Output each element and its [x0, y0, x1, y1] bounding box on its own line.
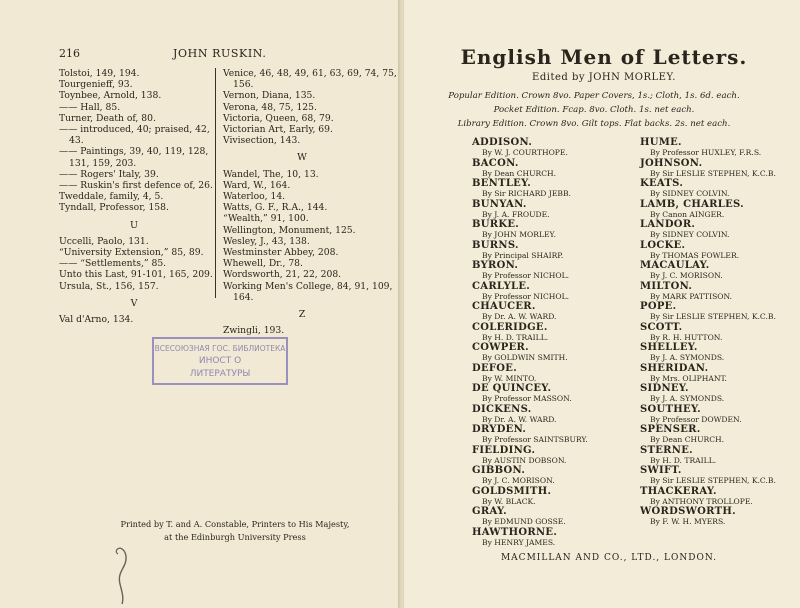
- editor-line: Edited by JOHN MORLEY.: [532, 72, 676, 83]
- author-name: SIDNEY.: [640, 383, 689, 394]
- author-entry: [472, 404, 637, 425]
- author-name: DE QUINCEY.: [472, 383, 552, 394]
- author-biographer: By Dr. A. W. WARD.: [482, 414, 557, 424]
- running-head: JOHN RUSKIN.: [173, 47, 267, 60]
- index-entry: —— Rogers' Italy, 39.: [59, 168, 159, 180]
- index-column-right: [223, 68, 397, 337]
- author-name: LAMB, CHARLES.: [640, 198, 744, 210]
- author-biographer: By H. D. TRAILL.: [482, 332, 549, 342]
- author-name: COLERIDGE.: [472, 321, 548, 333]
- author-name: CARLYLE.: [472, 280, 531, 292]
- author-entry: [640, 363, 800, 384]
- author-biographer: By R. H. HUTTON.: [650, 332, 723, 342]
- authors-column-right: [640, 137, 800, 527]
- index-entry: Watts, G. F., R.A., 144.: [223, 202, 328, 214]
- series-title: English Men of Letters.: [460, 45, 748, 69]
- index-entry: Unto this Last, 91-101, 165, 209.: [59, 269, 213, 281]
- author-entry: [472, 363, 637, 384]
- author-biographer: By Professor SAINTSBURY.: [482, 435, 588, 444]
- author-name: KEATS.: [640, 178, 684, 189]
- author-name: SWIFT.: [640, 465, 682, 476]
- printer-line: Printed by T. and A. Constable, Printers to His Majesty,: [120, 519, 350, 529]
- author-biographer: By J. C. MORISON.: [482, 476, 555, 485]
- index-entry: —— Ruskin's first defence of, 26.: [59, 180, 213, 192]
- author-entry: [640, 424, 800, 445]
- author-biographer: By H. D. TRAILL.: [650, 455, 717, 465]
- author-entry: [472, 219, 637, 240]
- author-biographer: By Sir LESLIE STEPHEN, K.C.B.: [650, 312, 776, 321]
- author-name: BYRON.: [472, 260, 519, 271]
- author-entry: [472, 383, 637, 404]
- author-biographer: By Dean CHURCH.: [650, 435, 725, 444]
- author-entry: [472, 445, 637, 466]
- index-entry: 43.: [69, 135, 84, 147]
- author-entry: [472, 506, 637, 527]
- author-entry: [640, 445, 800, 466]
- edition-line: Popular Edition. Crown 8vo. Paper Covers, 1s.; Cloth, 1s. 6d. each.: [448, 91, 740, 101]
- author-entry: [640, 178, 800, 199]
- author-biographer: By Dean CHURCH.: [482, 168, 557, 178]
- author-biographer: By GOLDWIN SMITH.: [482, 353, 568, 362]
- author-biographer: By Sir LESLIE STEPHEN, K.C.B.: [650, 168, 776, 178]
- index-entry: Tourgenieff, 93.: [59, 79, 133, 91]
- author-biographer: By W. BLACK.: [482, 496, 536, 506]
- author-entry: [472, 137, 637, 158]
- author-entry: [640, 219, 800, 240]
- index-entry: Ward, W., 164.: [223, 179, 291, 191]
- index-entry: Waterloo, 14.: [223, 191, 286, 203]
- author-entry: [472, 199, 637, 220]
- index-entry: Victoria, Queen, 68, 79.: [223, 112, 334, 124]
- index-entry: 156.: [233, 79, 254, 91]
- author-entry: [472, 158, 637, 179]
- author-biographer: By JOHN MORLEY.: [482, 230, 556, 239]
- stamp-line: ЛИТЕРАТУРЫ: [189, 369, 251, 379]
- index-entry: Ursula, St., 156, 157.: [59, 280, 159, 292]
- index-entry: Victorian Art, Early, 69.: [223, 124, 333, 136]
- author-biographer: By Sir LESLIE STEPHEN, K.C.B.: [650, 476, 776, 485]
- author-biographer: By Professor MASSON.: [482, 394, 572, 403]
- author-name: GRAY.: [472, 506, 507, 517]
- index-entry: Toynbee, Arnold, 138.: [59, 90, 162, 102]
- author-biographer: By Principal SHAIRP.: [482, 250, 564, 260]
- library-stamp: [152, 337, 288, 385]
- index-entry: Wellington, Monument, 125.: [223, 224, 356, 236]
- index-entry: Whewell, Dr., 78.: [223, 258, 303, 270]
- right-page: [404, 0, 800, 608]
- author-entry: [640, 240, 800, 261]
- author-name: SOUTHEY.: [640, 403, 701, 415]
- index-section-letter: V: [130, 297, 138, 309]
- author-entry: [640, 383, 800, 404]
- index-entry: 131, 159, 203.: [69, 157, 137, 169]
- authors-column-left: [472, 137, 637, 547]
- author-name: STERNE.: [640, 444, 693, 456]
- author-biographer: By Professor DOWDEN.: [650, 414, 742, 424]
- index-section-letter: Z: [298, 309, 306, 321]
- publisher-line: MACMILLAN AND CO., LTD., LONDON.: [500, 553, 718, 563]
- index-entry: Westminster Abbey, 208.: [223, 247, 339, 259]
- author-name: JOHNSON.: [640, 157, 703, 169]
- author-name: LANDOR.: [640, 219, 696, 230]
- index-entry: Wandel, The, 10, 13.: [223, 168, 319, 180]
- author-biographer: By Mrs. OLIPHANT.: [650, 373, 727, 383]
- column-divider: [215, 68, 216, 298]
- author-name: BURKE.: [472, 219, 520, 230]
- author-entry: [472, 465, 637, 486]
- author-entry: [472, 342, 637, 363]
- author-name: MILTON.: [640, 280, 693, 292]
- author-name: GOLDSMITH.: [472, 485, 552, 497]
- index-entry: Working Men's College, 84, 91, 109,: [223, 280, 393, 292]
- author-entry: [640, 486, 800, 507]
- index-column-left: [59, 68, 213, 326]
- author-biographer: By ANTHONY TROLLOPE.: [650, 496, 753, 506]
- author-entry: [472, 486, 637, 507]
- index-entry: “University Extension,” 85, 89.: [59, 247, 204, 259]
- author-entry: [472, 281, 637, 302]
- author-entry: [472, 178, 637, 199]
- page-number: 216: [59, 47, 80, 60]
- author-biographer: By J. A. SYMONDS.: [650, 353, 725, 362]
- author-biographer: By THOMAS FOWLER.: [650, 250, 740, 260]
- author-name: GIBBON.: [472, 465, 526, 476]
- author-biographer: By J. A. FROUDE.: [482, 209, 550, 219]
- index-entry: Venice, 46, 48, 49, 61, 63, 69, 74, 75,: [223, 68, 397, 79]
- author-biographer: By HENRY JAMES.: [482, 537, 556, 547]
- author-entry: [640, 260, 800, 281]
- author-biographer: By W. J. COURTHOPE.: [482, 148, 568, 157]
- author-name: MACAULAY.: [640, 260, 710, 271]
- author-name: LOCKE.: [640, 239, 686, 251]
- index-entry: Wordsworth, 21, 22, 208.: [223, 269, 342, 281]
- author-biographer: By Canon AINGER.: [650, 209, 725, 219]
- author-name: DEFOE.: [472, 362, 518, 374]
- index-entry: —— Hall, 85.: [59, 101, 121, 113]
- index-entry: —— “Settlements,” 85.: [59, 258, 167, 270]
- author-biographer: By MARK PATTISON.: [650, 291, 733, 301]
- index-entry: “Wealth,” 91, 100.: [223, 213, 309, 225]
- author-entry: [640, 137, 800, 158]
- index-entry: Tweddale, family, 4, 5.: [59, 191, 164, 203]
- printer-line: at the Edinburgh University Press: [164, 532, 306, 542]
- author-name: DRYDEN.: [472, 424, 527, 435]
- author-biographer: By F. W. H. MYERS.: [650, 517, 726, 526]
- pencil-mark-icon: [112, 546, 136, 606]
- index-entry: Zwingli, 193.: [223, 325, 285, 337]
- author-entry: [472, 260, 637, 281]
- author-name: CHAUCER.: [472, 301, 536, 312]
- author-name: SCOTT.: [640, 321, 683, 333]
- printer-imprint: [100, 518, 370, 544]
- index-section-letter: U: [129, 219, 138, 231]
- author-entry: [472, 424, 637, 445]
- author-entry: [640, 199, 800, 220]
- author-biographer: By Professor NICHOL.: [482, 271, 570, 280]
- author-name: DICKENS.: [472, 403, 532, 415]
- index-entry: Wesley, J., 43, 138.: [223, 235, 310, 247]
- stamp-line: ИНОСТ О: [198, 356, 242, 366]
- author-name: SPENSER.: [640, 424, 701, 435]
- author-name: COWPER.: [472, 342, 529, 353]
- author-biographer: By SIDNEY COLVIN.: [650, 189, 730, 198]
- author-biographer: By EDMUND GOSSE.: [482, 517, 566, 526]
- author-entry: [640, 465, 800, 486]
- author-biographer: By Professor NICHOL.: [482, 291, 570, 301]
- index-entry: —— introduced, 40; praised, 42,: [59, 124, 210, 136]
- author-name: HUME.: [640, 137, 682, 148]
- author-name: FIELDING.: [472, 444, 536, 456]
- author-name: THACKERAY.: [640, 485, 717, 497]
- author-entry: [640, 506, 800, 527]
- index-entry: Tyndall, Professor, 158.: [59, 202, 169, 214]
- author-entry: [640, 281, 800, 302]
- index-entry: Tolstoi, 149, 194.: [59, 68, 140, 79]
- author-entry: [472, 322, 637, 343]
- author-name: SHERIDAN.: [640, 362, 709, 374]
- author-biographer: By Professor HUXLEY, F.R.S.: [650, 148, 762, 157]
- index-entry: —— Paintings, 39, 40, 119, 128,: [59, 146, 209, 158]
- author-entry: [640, 158, 800, 179]
- author-name: BACON.: [472, 157, 519, 169]
- index-section-letter: W: [297, 152, 307, 164]
- author-entry: [472, 240, 637, 261]
- index-entry: 164.: [233, 291, 254, 303]
- author-entry: [640, 322, 800, 343]
- author-name: HAWTHORNE.: [472, 526, 558, 538]
- edition-line: Library Edition. Crown 8vo. Gilt tops. Flat backs. 2s. net each.: [457, 119, 731, 129]
- author-biographer: By J. A. SYMONDS.: [650, 394, 725, 403]
- stamp-line: ВСЕСОЮЗНАЯ ГОС. БИБЛИОТЕКА: [154, 344, 286, 353]
- author-biographer: By Sir RICHARD JEBB.: [482, 189, 571, 198]
- author-name: WORDSWORTH.: [640, 506, 736, 517]
- author-entry: [472, 527, 637, 548]
- edition-line: Pocket Edition. Fcap. 8vo. Cloth. 1s. net each.: [493, 105, 695, 115]
- author-entry: [640, 301, 800, 322]
- author-name: BURNS.: [472, 239, 519, 251]
- author-name: BUNYAN.: [472, 198, 527, 210]
- author-name: POPE.: [640, 301, 677, 312]
- author-biographer: By J. C. MORISON.: [650, 271, 723, 280]
- author-biographer: By SIDNEY COLVIN.: [650, 230, 730, 239]
- index-entry: Val d'Arno, 134.: [59, 314, 134, 326]
- author-biographer: By AUSTIN DOBSON.: [482, 455, 567, 465]
- author-name: SHELLEY.: [640, 342, 698, 353]
- index-entry: Verona, 48, 75, 125.: [223, 101, 317, 113]
- index-entry: Uccelli, Paolo, 131.: [59, 235, 149, 247]
- author-biographer: By Dr. A. W. WARD.: [482, 312, 557, 321]
- index-entry: Vernon, Diana, 135.: [223, 90, 316, 102]
- index-entry: Turner, Death of, 80.: [59, 112, 156, 124]
- author-entry: [640, 404, 800, 425]
- author-name: BENTLEY.: [472, 178, 532, 189]
- author-entry: [472, 301, 637, 322]
- author-biographer: By W. MINTO.: [482, 373, 537, 383]
- author-name: ADDISON.: [472, 137, 533, 148]
- author-entry: [640, 342, 800, 363]
- index-entry: Vivisection, 143.: [223, 135, 301, 147]
